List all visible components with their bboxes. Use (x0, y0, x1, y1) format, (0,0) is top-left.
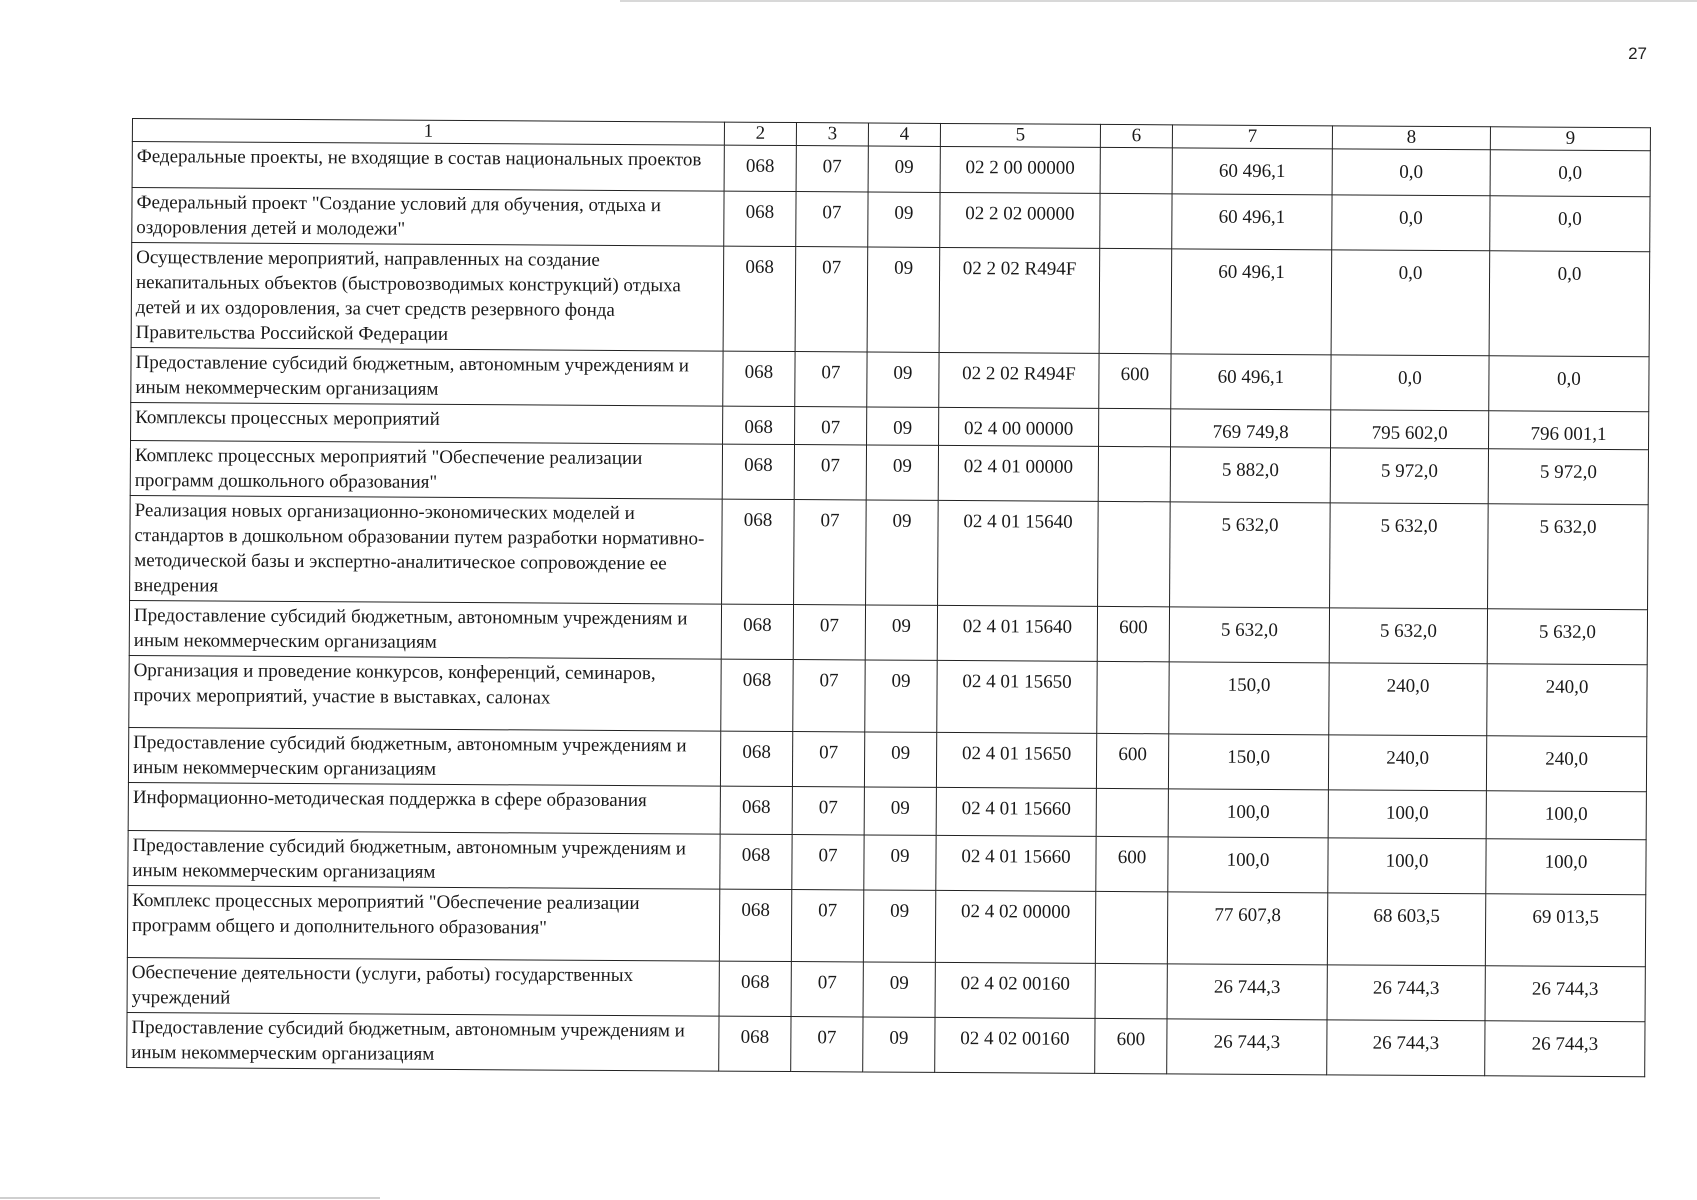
cell-amount-col8: 0,0 (1331, 250, 1490, 356)
cell-amount-col8: 100,0 (1328, 790, 1486, 839)
cell-name: Предоставление субсидий бюджетным, автономным учреждениям и иным некоммерческим организациям (131, 347, 723, 406)
header-cell: 2 (724, 122, 796, 145)
cell-amount-col8: 240,0 (1328, 735, 1486, 791)
cell-name: Предоставление субсидий бюджетным, автономным учреждениям и иным некоммерческим организациям (128, 727, 720, 786)
cell-admin-code: 068 (724, 145, 796, 191)
cell-admin-code: 068 (721, 604, 793, 659)
cell-admin-code: 068 (724, 191, 796, 246)
scan-edge-top (620, 0, 1697, 2)
cell-amount-col7: 77 607,8 (1167, 892, 1327, 965)
cell-amount-col8: 5 972,0 (1330, 448, 1488, 504)
cell-admin-code: 068 (722, 444, 794, 499)
cell-amount-col8: 26 744,3 (1327, 965, 1485, 1021)
cell-section: 07 (796, 146, 868, 192)
cell-amount-col8: 100,0 (1328, 838, 1486, 894)
cell-amount-col9: 796 001,1 (1489, 411, 1649, 450)
cell-amount-col7: 100,0 (1168, 789, 1328, 838)
cell-amount-col9: 0,0 (1489, 251, 1650, 357)
cell-name: Федеральный проект "Создание условий для обучения, отдыха и оздоровления детей и молодежи" (132, 188, 724, 247)
cell-amount-col7: 26 744,3 (1167, 1019, 1327, 1075)
cell-name: Предоставление субсидий бюджетным, автономным учреждениям и иным некоммерческим организациям (127, 1012, 719, 1071)
cell-amount-col9: 69 013,5 (1485, 894, 1645, 967)
cell-amount-col7: 769 749,8 (1171, 409, 1331, 448)
cell-expense-type: 600 (1096, 836, 1168, 891)
header-cell: 8 (1332, 126, 1490, 150)
cell-amount-col8: 0,0 (1331, 355, 1489, 411)
cell-name: Реализация новых организационно-экономических моделей и стандартов в дошкольном образовании путем разработки нормативно-методической базы и экспертно-аналитическое сопровождение ее внедрения (130, 495, 723, 604)
cell-name: Комплекс процессных мероприятий "Обеспечение реализации программ общего и дополнительного образования" (127, 885, 719, 961)
cell-subsection: 09 (865, 660, 937, 732)
cell-expense-type (1099, 408, 1171, 446)
cell-amount-col7: 26 744,3 (1167, 964, 1327, 1020)
cell-subsection: 09 (867, 352, 939, 407)
table-row (129, 655, 1647, 736)
cell-name: Организация и проведение конкурсов, конференций, семинаров, прочих мероприятий, участие в выставках, салонах (129, 655, 721, 731)
cell-subsection: 09 (864, 787, 936, 835)
cell-name: Предоставление субсидий бюджетным, автономным учреждениям и иным некоммерческим организациям (128, 830, 720, 889)
cell-target-article: 02 4 01 00000 (938, 445, 1098, 501)
cell-target-article: 02 4 01 15650 (937, 660, 1097, 733)
cell-section: 07 (791, 962, 863, 1017)
cell-section: 07 (796, 192, 868, 247)
table-row (127, 957, 1645, 1021)
cell-amount-col7: 60 496,1 (1172, 148, 1332, 195)
cell-expense-type (1095, 891, 1167, 963)
cell-section: 07 (793, 605, 865, 660)
page-number: 27 (1628, 44, 1647, 63)
cell-subsection: 09 (863, 890, 935, 962)
header-cell: 4 (868, 123, 940, 146)
cell-amount-col8: 5 632,0 (1330, 503, 1489, 609)
cell-subsection: 09 (868, 192, 940, 247)
cell-amount-col7: 5 882,0 (1170, 447, 1330, 503)
cell-amount-col7: 60 496,1 (1172, 194, 1332, 250)
header-cell: 7 (1172, 125, 1332, 149)
table-body (127, 142, 1651, 1077)
table-row (128, 727, 1646, 791)
cell-admin-code: 068 (723, 351, 795, 406)
cell-amount-col9: 5 632,0 (1487, 609, 1647, 665)
cell-section: 07 (794, 500, 867, 605)
cell-subsection: 09 (864, 732, 936, 787)
cell-target-article: 02 4 02 00160 (935, 962, 1095, 1018)
cell-amount-col9: 5 972,0 (1488, 449, 1648, 505)
cell-section: 07 (793, 660, 865, 732)
scan-edge-bottom (0, 1197, 380, 1199)
cell-expense-type: 600 (1096, 733, 1168, 788)
budget-table (126, 118, 1651, 1077)
cell-section: 07 (795, 247, 868, 352)
cell-subsection: 09 (863, 1017, 935, 1072)
table-row (129, 600, 1647, 664)
cell-amount-col7: 150,0 (1168, 734, 1328, 790)
cell-target-article: 02 4 01 15660 (936, 787, 1096, 836)
cell-target-article: 02 4 01 15640 (938, 500, 1099, 606)
cell-subsection: 09 (867, 407, 939, 445)
cell-section: 07 (792, 732, 864, 787)
cell-name: Комплекс процессных мероприятий "Обеспечение реализации программ дошкольного образования" (130, 440, 722, 499)
cell-section: 07 (795, 407, 867, 445)
cell-admin-code: 068 (722, 499, 795, 604)
cell-amount-col7: 60 496,1 (1171, 249, 1332, 355)
cell-expense-type (1099, 248, 1172, 353)
cell-admin-code: 068 (719, 961, 791, 1016)
cell-section: 07 (795, 352, 867, 407)
cell-expense-type (1098, 501, 1171, 606)
cell-amount-col9: 26 744,3 (1485, 1021, 1645, 1077)
cell-subsection: 09 (868, 146, 940, 192)
cell-subsection: 09 (864, 835, 936, 890)
cell-amount-col8: 0,0 (1332, 195, 1490, 251)
cell-subsection: 09 (867, 247, 940, 352)
cell-target-article: 02 2 02 00000 (940, 192, 1100, 248)
cell-expense-type: 600 (1099, 353, 1171, 408)
table-row (130, 440, 1648, 504)
cell-amount-col9: 100,0 (1486, 839, 1646, 895)
cell-section: 07 (792, 787, 864, 835)
cell-section: 07 (792, 835, 864, 890)
cell-expense-type: 600 (1095, 1018, 1167, 1073)
cell-target-article: 02 2 02 R494F (939, 247, 1100, 353)
cell-amount-col9: 0,0 (1490, 150, 1650, 197)
cell-expense-type (1096, 788, 1168, 836)
header-cell: 5 (940, 123, 1100, 147)
cell-amount-col9: 240,0 (1487, 664, 1647, 737)
cell-target-article: 02 4 01 15650 (936, 732, 1096, 788)
cell-amount-col9: 240,0 (1486, 736, 1646, 792)
cell-expense-type (1098, 446, 1170, 501)
cell-target-article: 02 4 02 00000 (935, 890, 1095, 963)
cell-admin-code: 068 (721, 659, 793, 731)
cell-target-article: 02 2 00 00000 (940, 146, 1100, 193)
cell-section: 07 (791, 890, 863, 962)
cell-amount-col8: 26 744,3 (1327, 1020, 1485, 1076)
cell-admin-code: 068 (723, 246, 796, 351)
cell-amount-col7: 150,0 (1169, 662, 1329, 735)
cell-target-article: 02 4 01 15660 (936, 835, 1096, 891)
header-cell: 1 (132, 119, 724, 146)
cell-expense-type (1100, 147, 1172, 193)
cell-amount-col8: 5 632,0 (1329, 608, 1487, 664)
header-cell: 3 (796, 123, 868, 146)
table-row (130, 495, 1649, 609)
cell-amount-col9: 100,0 (1486, 791, 1646, 840)
cell-amount-col9: 0,0 (1490, 196, 1650, 252)
cell-target-article: 02 4 02 00160 (935, 1017, 1095, 1073)
cell-target-article: 02 2 02 R494F (939, 352, 1099, 408)
table-row (128, 830, 1646, 894)
cell-section: 07 (791, 1017, 863, 1072)
table-row (131, 347, 1649, 411)
cell-amount-col8: 0,0 (1332, 149, 1490, 196)
table-row (132, 188, 1650, 252)
cell-amount-col8: 68 603,5 (1327, 893, 1485, 966)
cell-name: Федеральные проекты, не входящие в состав национальных проектов (132, 142, 724, 192)
cell-admin-code: 068 (720, 834, 792, 889)
cell-admin-code: 068 (719, 889, 791, 961)
header-cell: 6 (1100, 124, 1172, 147)
cell-admin-code: 068 (720, 731, 792, 786)
cell-name: Осуществление мероприятий, направленных на создание некапитальных объектов (быстровозводимых конструкций) отдыха детей и их оздоровления, за счет средств резервного фонда Правительства Российской Федерации (131, 243, 724, 352)
budget-table-container (126, 118, 1650, 1077)
cell-target-article: 02 4 01 15640 (937, 605, 1097, 661)
cell-amount-col8: 240,0 (1329, 663, 1487, 736)
cell-amount-col7: 100,0 (1168, 837, 1328, 893)
cell-amount-col9: 26 744,3 (1485, 966, 1645, 1022)
header-cell: 9 (1490, 127, 1650, 151)
table-row (131, 243, 1650, 357)
cell-subsection: 09 (866, 445, 938, 500)
cell-subsection: 09 (863, 962, 935, 1017)
cell-amount-col9: 5 632,0 (1488, 504, 1649, 610)
cell-name: Информационно-методическая поддержка в сфере образования (128, 782, 720, 834)
cell-amount-col8: 795 602,0 (1331, 410, 1489, 449)
cell-admin-code: 068 (719, 1016, 791, 1071)
cell-amount-col9: 0,0 (1489, 356, 1649, 412)
cell-expense-type (1100, 193, 1172, 248)
cell-subsection: 09 (865, 605, 937, 660)
cell-section: 07 (794, 445, 866, 500)
table-row (127, 885, 1645, 966)
cell-expense-type: 600 (1097, 606, 1169, 661)
cell-amount-col7: 60 496,1 (1171, 354, 1331, 410)
cell-name: Предоставление субсидий бюджетным, автономным учреждениям и иным некоммерческим организациям (129, 600, 721, 659)
cell-admin-code: 068 (723, 406, 795, 444)
cell-subsection: 09 (866, 500, 939, 605)
cell-target-article: 02 4 00 00000 (939, 407, 1099, 446)
cell-expense-type (1095, 963, 1167, 1018)
cell-name: Комплексы процессных мероприятий (131, 402, 723, 444)
cell-admin-code: 068 (720, 786, 792, 834)
cell-amount-col7: 5 632,0 (1169, 607, 1329, 663)
cell-name: Обеспечение деятельности (услуги, работы) государственных учреждений (127, 957, 719, 1016)
cell-expense-type (1097, 661, 1169, 733)
cell-amount-col7: 5 632,0 (1170, 502, 1331, 608)
table-row (127, 1012, 1645, 1076)
